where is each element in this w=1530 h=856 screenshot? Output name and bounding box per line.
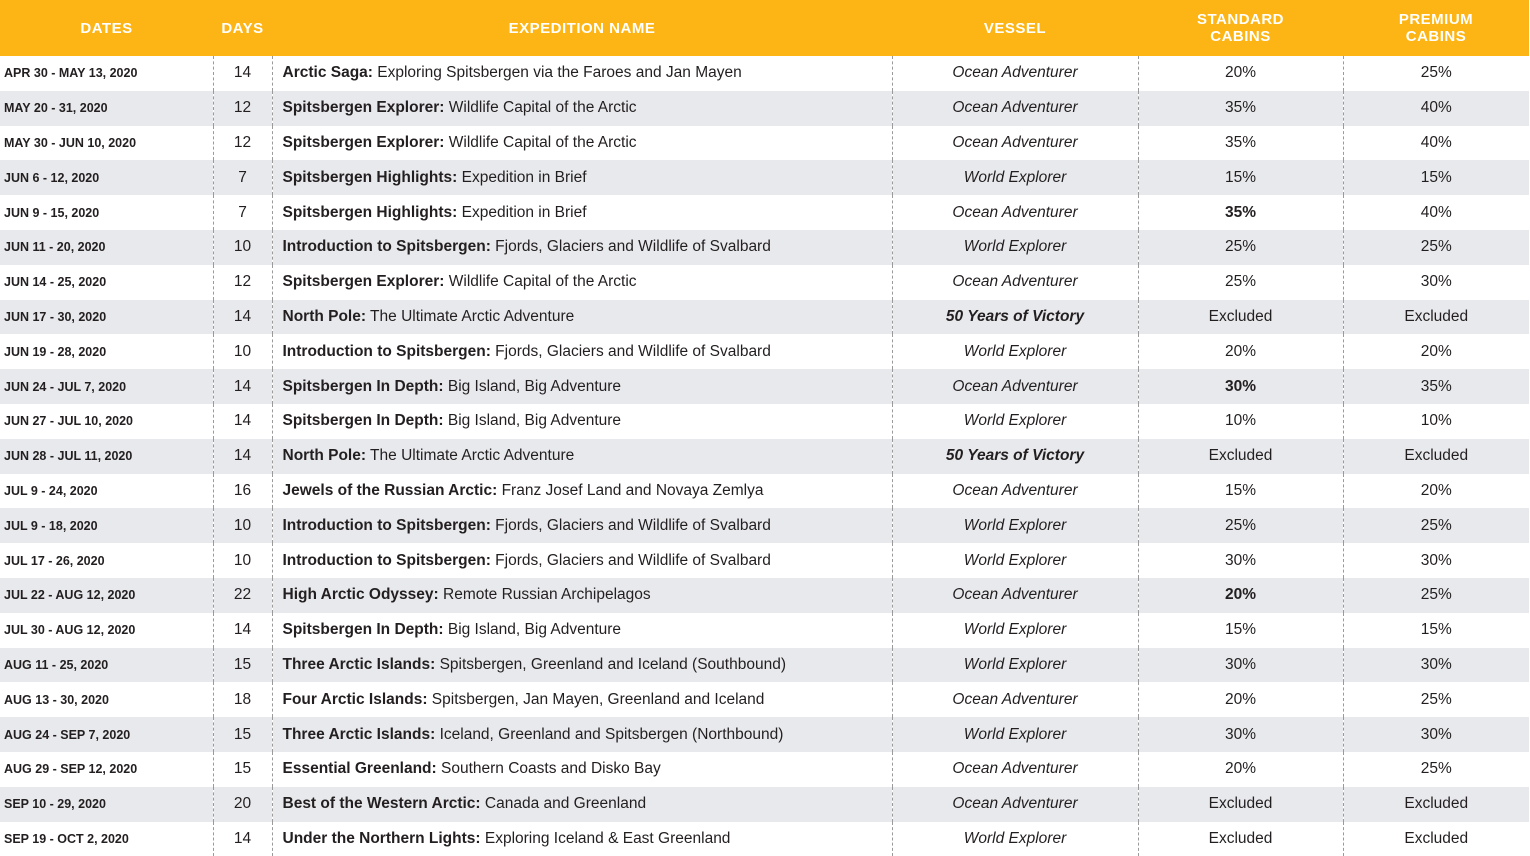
table-row xyxy=(0,126,1529,161)
premium-cabins-cell: 40% xyxy=(1420,133,1452,151)
days-cell: 14 xyxy=(213,56,272,91)
standard-cabins-cell: Excluded xyxy=(1138,787,1343,822)
expedition-name-cell xyxy=(272,787,892,822)
expedition-name-cell xyxy=(272,543,892,578)
dates-cell: AUG 29 - SEP 12, 2020 xyxy=(4,762,138,777)
days-cell: 22 xyxy=(213,578,272,613)
days-cell: 15 xyxy=(213,752,272,787)
dates-cell: JUL 22 - AUG 12, 2020 xyxy=(4,588,136,603)
dates-cell: JUL 30 - AUG 12, 2020 xyxy=(4,623,136,638)
premium-cabins-cell: 15% xyxy=(1420,621,1452,639)
table-row xyxy=(0,648,1529,683)
expedition-subtitle: Wildlife Capital of the Arctic xyxy=(444,133,637,151)
expedition-name-cell xyxy=(272,613,892,648)
premium-cabins-cell: 25% xyxy=(1420,760,1452,778)
expedition-title: North Pole: xyxy=(282,447,367,465)
expedition-name-cell xyxy=(272,300,892,335)
premium-cabins-cell: 30% xyxy=(1420,273,1452,291)
expedition-subtitle: Spitsbergen, Greenland and Iceland (Southbound) xyxy=(435,655,786,673)
vessel-cell: World Explorer xyxy=(892,613,1138,648)
expedition-name-cell xyxy=(272,265,892,300)
days-cell: 10 xyxy=(213,543,272,578)
expedition-title: Spitsbergen Explorer: xyxy=(282,273,445,291)
days-cell: 15 xyxy=(213,717,272,752)
vessel-cell: Ocean Adventurer xyxy=(892,91,1138,126)
premium-cabins-cell: 40% xyxy=(1420,99,1452,117)
table-row xyxy=(0,474,1529,509)
standard-cabins-cell: 20% xyxy=(1138,682,1343,717)
header-days: DAYS xyxy=(221,19,264,37)
table-body xyxy=(0,56,1529,856)
vessel-cell: Ocean Adventurer xyxy=(892,369,1138,404)
premium-cabins-cell: 35% xyxy=(1420,377,1452,395)
expedition-title: Introduction to Spitsbergen: xyxy=(282,342,491,360)
table-row xyxy=(0,334,1529,369)
expedition-name-cell xyxy=(272,56,892,91)
days-cell: 7 xyxy=(213,160,272,195)
days-cell: 12 xyxy=(213,126,272,161)
table-row xyxy=(0,822,1529,856)
premium-cabins-cell: Excluded xyxy=(1404,795,1469,813)
expedition-name-cell xyxy=(272,160,892,195)
premium-cabins-cell: Excluded xyxy=(1404,447,1469,465)
table-row xyxy=(0,404,1529,439)
standard-cabins-cell: 20% xyxy=(1138,334,1343,369)
standard-cabins-cell: 20% xyxy=(1138,578,1343,613)
vessel-cell: Ocean Adventurer xyxy=(892,126,1138,161)
expedition-title: Spitsbergen Highlights: xyxy=(282,203,458,221)
dates-cell: AUG 11 - 25, 2020 xyxy=(4,657,109,672)
expedition-subtitle: Expedition in Brief xyxy=(457,203,587,221)
dates-cell: JUN 19 - 28, 2020 xyxy=(4,344,107,359)
expedition-title: Under the Northern Lights: xyxy=(282,829,481,847)
expedition-title: Three Arctic Islands: xyxy=(282,725,436,743)
expedition-title: Spitsbergen In Depth: xyxy=(282,412,444,430)
standard-cabins-cell: 30% xyxy=(1138,648,1343,683)
dates-cell: JUN 24 - JUL 7, 2020 xyxy=(4,379,127,394)
vessel-cell: World Explorer xyxy=(892,717,1138,752)
header-row xyxy=(0,0,1529,56)
expedition-subtitle: Big Island, Big Adventure xyxy=(443,621,622,639)
days-cell: 14 xyxy=(213,404,272,439)
expedition-title: Three Arctic Islands: xyxy=(282,655,436,673)
vessel-cell: Ocean Adventurer xyxy=(892,752,1138,787)
vessel-cell: 50 Years of Victory xyxy=(892,300,1138,335)
vessel-cell: 50 Years of Victory xyxy=(892,439,1138,474)
expedition-subtitle: Remote Russian Archipelagos xyxy=(438,586,651,604)
table-row xyxy=(0,578,1529,613)
expedition-title: Four Arctic Islands: xyxy=(282,690,428,708)
table-row xyxy=(0,91,1529,126)
standard-cabins-cell: 35% xyxy=(1138,195,1343,230)
premium-cabins-cell: 30% xyxy=(1420,551,1452,569)
vessel-cell: World Explorer xyxy=(892,543,1138,578)
expedition-subtitle: Franz Josef Land and Novaya Zemlya xyxy=(497,481,764,499)
premium-cabins-cell: 15% xyxy=(1420,168,1452,186)
days-cell: 16 xyxy=(213,474,272,509)
expedition-title: Spitsbergen In Depth: xyxy=(282,621,444,639)
standard-cabins-cell: 15% xyxy=(1138,160,1343,195)
premium-cabins-cell: Excluded xyxy=(1404,307,1469,325)
vessel-cell: Ocean Adventurer xyxy=(892,265,1138,300)
dates-cell: APR 30 - MAY 13, 2020 xyxy=(4,66,138,81)
expedition-subtitle: Exploring Spitsbergen via the Faroes and Jan Mayen xyxy=(372,64,742,82)
expedition-name-cell xyxy=(272,126,892,161)
expedition-subtitle: Iceland, Greenland and Spitsbergen (Northbound) xyxy=(435,725,784,743)
header-standard-line1: STANDARD xyxy=(1196,11,1285,28)
premium-cabins-cell: 25% xyxy=(1420,690,1452,708)
table-row xyxy=(0,752,1529,787)
table-row xyxy=(0,300,1529,335)
premium-cabins-cell: 30% xyxy=(1420,725,1452,743)
days-cell: 18 xyxy=(213,682,272,717)
dates-cell: JUN 11 - 20, 2020 xyxy=(4,240,106,255)
days-cell: 10 xyxy=(213,508,272,543)
premium-cabins-cell: 30% xyxy=(1420,655,1452,673)
expedition-title: Spitsbergen Explorer: xyxy=(282,133,445,151)
premium-cabins-cell: 25% xyxy=(1420,516,1452,534)
expedition-subtitle: Wildlife Capital of the Arctic xyxy=(444,273,637,291)
expedition-title: High Arctic Odyssey: xyxy=(282,586,439,604)
vessel-cell: Ocean Adventurer xyxy=(892,56,1138,91)
dates-cell: JUN 28 - JUL 11, 2020 xyxy=(4,449,133,464)
vessel-cell: World Explorer xyxy=(892,334,1138,369)
expedition-title: Introduction to Spitsbergen: xyxy=(282,516,491,534)
premium-cabins-cell: 20% xyxy=(1420,481,1452,499)
dates-cell: AUG 13 - 30, 2020 xyxy=(4,692,109,707)
standard-cabins-cell: 20% xyxy=(1138,752,1343,787)
expedition-subtitle: Expedition in Brief xyxy=(457,168,587,186)
vessel-cell: Ocean Adventurer xyxy=(892,578,1138,613)
vessel-cell: World Explorer xyxy=(892,508,1138,543)
table-row xyxy=(0,717,1529,752)
standard-cabins-cell: 35% xyxy=(1138,91,1343,126)
expedition-name-cell xyxy=(272,648,892,683)
days-cell: 7 xyxy=(213,195,272,230)
standard-cabins-cell: 25% xyxy=(1138,230,1343,265)
days-cell: 10 xyxy=(213,334,272,369)
vessel-cell: World Explorer xyxy=(892,822,1138,856)
standard-cabins-cell: 30% xyxy=(1138,369,1343,404)
expedition-title: Spitsbergen Highlights: xyxy=(282,168,458,186)
dates-cell: JUL 17 - 26, 2020 xyxy=(4,553,105,568)
days-cell: 14 xyxy=(213,369,272,404)
days-cell: 14 xyxy=(213,822,272,856)
vessel-cell: World Explorer xyxy=(892,160,1138,195)
standard-cabins-cell: 35% xyxy=(1138,126,1343,161)
vessel-cell: Ocean Adventurer xyxy=(892,682,1138,717)
dates-cell: JUN 9 - 15, 2020 xyxy=(4,205,100,220)
expedition-title: Introduction to Spitsbergen: xyxy=(282,238,491,256)
expedition-subtitle: Fjords, Glaciers and Wildlife of Svalbard xyxy=(490,551,771,569)
table-row xyxy=(0,613,1529,648)
table-row xyxy=(0,543,1529,578)
standard-cabins-cell: 15% xyxy=(1138,474,1343,509)
standard-cabins-cell: 25% xyxy=(1138,265,1343,300)
days-cell: 12 xyxy=(213,265,272,300)
expedition-name-cell xyxy=(272,369,892,404)
expedition-title: Jewels of the Russian Arctic: xyxy=(282,481,498,499)
standard-cabins-cell: 20% xyxy=(1138,56,1343,91)
table-row xyxy=(0,56,1529,91)
dates-cell: JUN 27 - JUL 10, 2020 xyxy=(4,414,134,429)
expedition-title: Spitsbergen In Depth: xyxy=(282,377,444,395)
expedition-title: Essential Greenland: xyxy=(282,760,437,778)
table-row xyxy=(0,508,1529,543)
header-dates: DATES xyxy=(80,19,133,37)
expedition-subtitle: Fjords, Glaciers and Wildlife of Svalbard xyxy=(490,516,771,534)
expedition-subtitle: Exploring Iceland & East Greenland xyxy=(480,829,731,847)
expedition-subtitle: Southern Coasts and Disko Bay xyxy=(436,760,661,778)
expedition-name-cell xyxy=(272,717,892,752)
standard-cabins-cell: 15% xyxy=(1138,613,1343,648)
expedition-name-cell xyxy=(272,822,892,856)
expedition-subtitle: Spitsbergen, Jan Mayen, Greenland and Iceland xyxy=(427,690,765,708)
table-row xyxy=(0,230,1529,265)
expedition-name-cell xyxy=(272,91,892,126)
expedition-name-cell xyxy=(272,404,892,439)
days-cell: 12 xyxy=(213,91,272,126)
table-row xyxy=(0,265,1529,300)
days-cell: 14 xyxy=(213,300,272,335)
expedition-title: Introduction to Spitsbergen: xyxy=(282,551,491,569)
vessel-cell: World Explorer xyxy=(892,404,1138,439)
expedition-subtitle: Wildlife Capital of the Arctic xyxy=(444,99,637,117)
expedition-subtitle: The Ultimate Arctic Adventure xyxy=(366,307,575,325)
dates-cell: MAY 20 - 31, 2020 xyxy=(4,101,108,116)
header-vessel: VESSEL xyxy=(983,19,1047,37)
expedition-name-cell xyxy=(272,334,892,369)
premium-cabins-cell: Excluded xyxy=(1404,829,1469,847)
days-cell: 15 xyxy=(213,648,272,683)
expedition-name-cell xyxy=(272,439,892,474)
expedition-title: Spitsbergen Explorer: xyxy=(282,99,445,117)
table-row xyxy=(0,160,1529,195)
premium-cabins-cell: 40% xyxy=(1420,203,1452,221)
expedition-name-cell xyxy=(272,578,892,613)
standard-cabins-cell: Excluded xyxy=(1138,439,1343,474)
table-row xyxy=(0,369,1529,404)
header-premium-line1: PREMIUM xyxy=(1398,11,1474,28)
vessel-cell: Ocean Adventurer xyxy=(892,787,1138,822)
table-row xyxy=(0,439,1529,474)
vessel-cell: World Explorer xyxy=(892,230,1138,265)
standard-cabins-cell: 30% xyxy=(1138,717,1343,752)
expedition-subtitle: Fjords, Glaciers and Wildlife of Svalbard xyxy=(490,238,771,256)
expedition-name-cell xyxy=(272,474,892,509)
expedition-subtitle: The Ultimate Arctic Adventure xyxy=(366,447,575,465)
dates-cell: JUN 17 - 30, 2020 xyxy=(4,309,107,324)
table-row xyxy=(0,195,1529,230)
expedition-subtitle: Fjords, Glaciers and Wildlife of Svalbard xyxy=(490,342,771,360)
dates-cell: JUL 9 - 18, 2020 xyxy=(4,518,98,533)
dates-cell: JUN 14 - 25, 2020 xyxy=(4,275,107,290)
expedition-name-cell xyxy=(272,508,892,543)
premium-cabins-cell: 25% xyxy=(1420,586,1452,604)
header-standard-cabins xyxy=(1138,0,1343,56)
header-expedition-name: EXPEDITION NAME xyxy=(508,19,656,37)
expedition-title: North Pole: xyxy=(282,307,367,325)
dates-cell: AUG 24 - SEP 7, 2020 xyxy=(4,727,131,742)
header-standard-line2: CABINS xyxy=(1210,28,1271,45)
table-row xyxy=(0,787,1529,822)
expedition-name-cell xyxy=(272,682,892,717)
expedition-title: Arctic Saga: xyxy=(282,64,373,82)
premium-cabins-cell: 25% xyxy=(1420,64,1452,82)
standard-cabins-cell: Excluded xyxy=(1138,822,1343,856)
days-cell: 10 xyxy=(213,230,272,265)
table-row xyxy=(0,682,1529,717)
vessel-cell: World Explorer xyxy=(892,648,1138,683)
standard-cabins-cell: 30% xyxy=(1138,543,1343,578)
vessel-cell: Ocean Adventurer xyxy=(892,474,1138,509)
expedition-title: Best of the Western Arctic: xyxy=(282,795,481,813)
dates-cell: SEP 19 - OCT 2, 2020 xyxy=(4,831,129,846)
expedition-name-cell xyxy=(272,230,892,265)
expedition-name-cell xyxy=(272,752,892,787)
premium-cabins-cell: 20% xyxy=(1420,342,1452,360)
premium-cabins-cell: 10% xyxy=(1420,412,1452,430)
vessel-cell: Ocean Adventurer xyxy=(892,195,1138,230)
expedition-subtitle: Big Island, Big Adventure xyxy=(443,412,622,430)
expedition-subtitle: Canada and Greenland xyxy=(480,795,647,813)
header-premium-cabins xyxy=(1343,0,1529,56)
table-header xyxy=(0,0,1529,56)
expedition-subtitle: Big Island, Big Adventure xyxy=(443,377,622,395)
dates-cell: JUL 9 - 24, 2020 xyxy=(4,483,98,498)
days-cell: 14 xyxy=(213,439,272,474)
standard-cabins-cell: Excluded xyxy=(1138,300,1343,335)
standard-cabins-cell: 25% xyxy=(1138,508,1343,543)
expedition-name-cell xyxy=(272,195,892,230)
header-premium-line2: CABINS xyxy=(1405,28,1467,45)
days-cell: 20 xyxy=(213,787,272,822)
days-cell: 14 xyxy=(213,613,272,648)
standard-cabins-cell: 10% xyxy=(1138,404,1343,439)
dates-cell: SEP 10 - 29, 2020 xyxy=(4,797,106,812)
dates-cell: JUN 6 - 12, 2020 xyxy=(4,170,100,185)
dates-cell: MAY 30 - JUN 10, 2020 xyxy=(4,135,137,150)
premium-cabins-cell: 25% xyxy=(1420,238,1452,256)
